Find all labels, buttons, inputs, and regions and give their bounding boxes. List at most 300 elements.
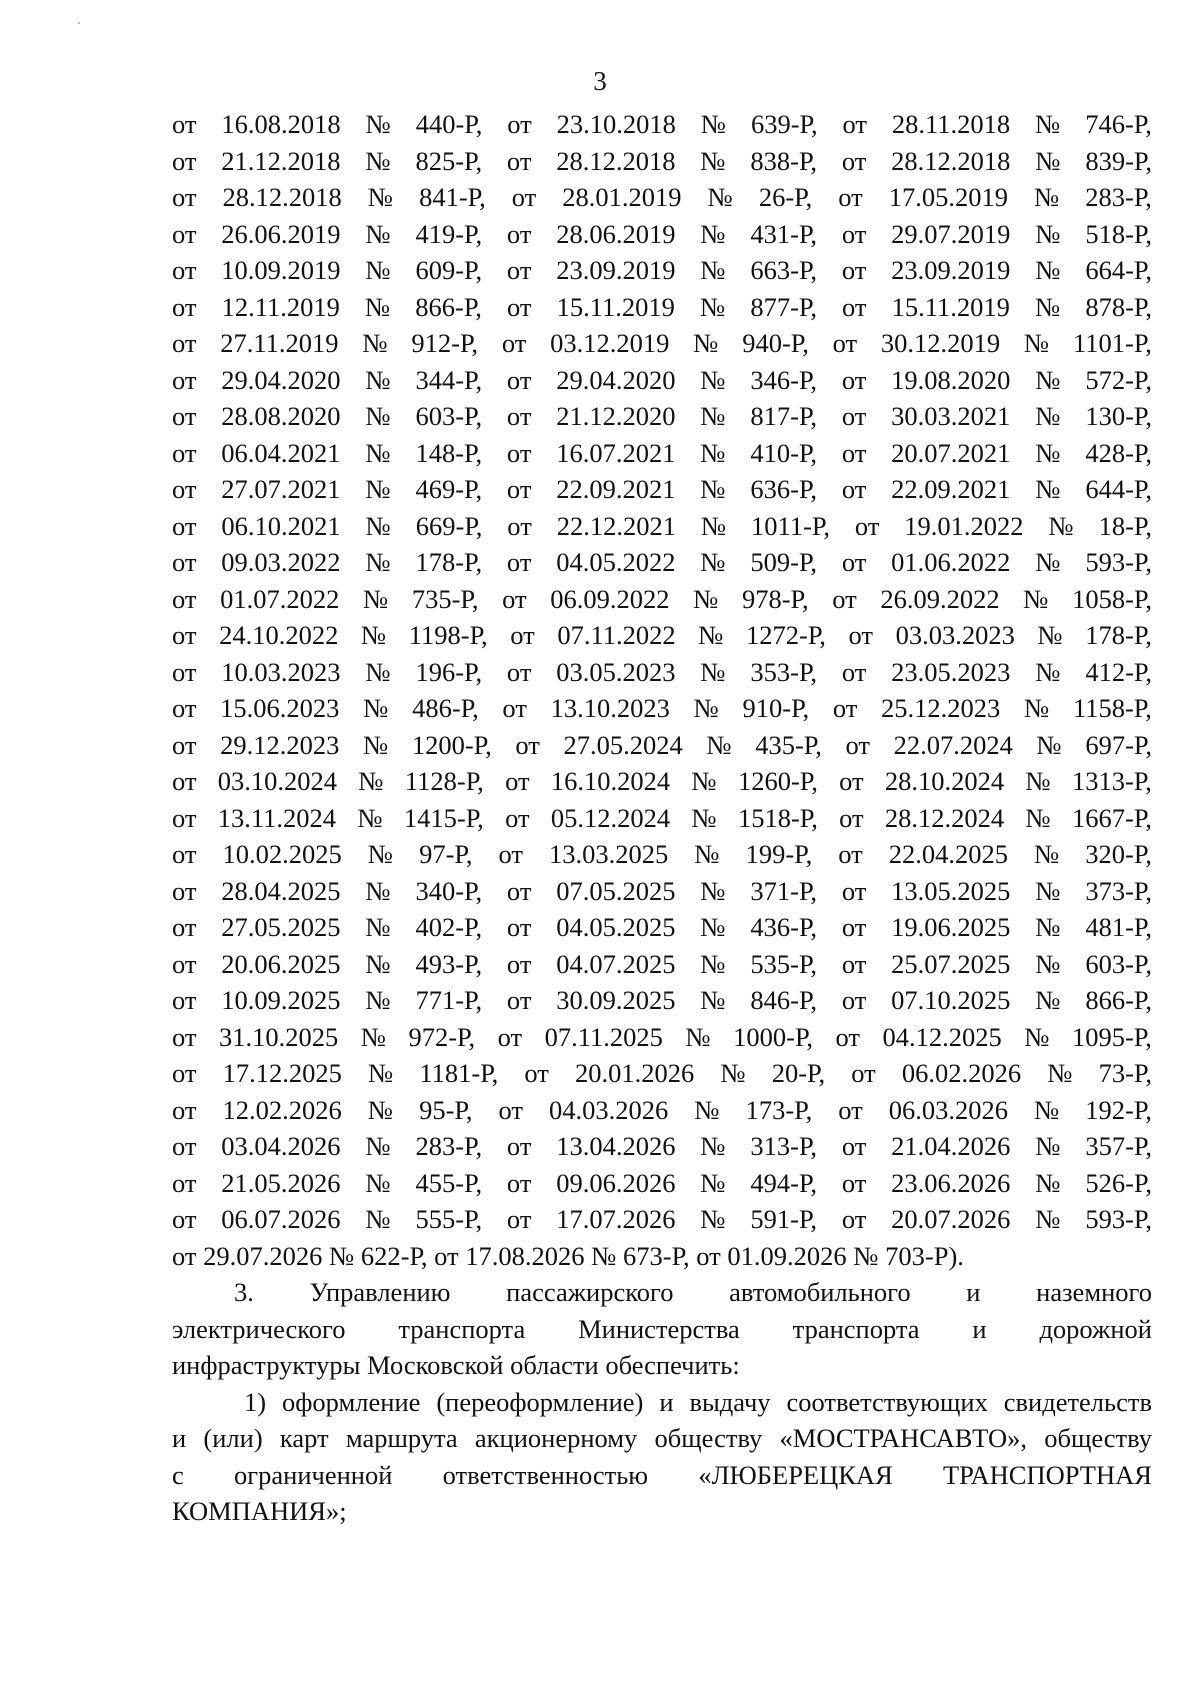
- order-word: 402-Р,: [415, 912, 483, 942]
- order-word: 18-Р,: [1098, 510, 1152, 541]
- order-word: №: [693, 583, 719, 614]
- order-word: №: [1025, 802, 1051, 833]
- order-list-line: [172, 727, 1152, 764]
- order-word: №: [363, 693, 389, 723]
- order-word: №: [362, 328, 388, 358]
- order-list-line: [172, 617, 1152, 654]
- order-word: 412-Р,: [1085, 656, 1152, 687]
- order-word: 841-Р,: [419, 182, 486, 212]
- order-word: 04.05.2025: [556, 912, 676, 942]
- order-word: №: [1035, 145, 1061, 176]
- order-word: 431-Р,: [750, 218, 818, 249]
- section-3-word: электрического: [172, 1313, 346, 1344]
- order-word: от: [172, 802, 197, 833]
- order-word: 1058-Р,: [1072, 583, 1152, 614]
- order-word: 97-Р,: [419, 839, 473, 869]
- order-word: от: [841, 255, 867, 285]
- order-word: №: [367, 182, 394, 212]
- order-word: 03.04.2026: [221, 1131, 341, 1161]
- order-word: от: [851, 1058, 876, 1088]
- order-word: 1415-Р,: [403, 802, 484, 833]
- order-word: 1313-Р,: [1071, 766, 1152, 796]
- order-word: 20.07.2021: [891, 437, 1011, 468]
- order-word: 192-Р,: [1085, 1094, 1152, 1125]
- order-word: 26.06.2019: [221, 218, 341, 249]
- section-3-line-1: [172, 1274, 1152, 1311]
- order-word: 21.12.2020: [556, 401, 676, 431]
- order-word: №: [700, 656, 726, 687]
- section-3-word: пассажирского: [506, 1277, 674, 1307]
- order-word: от: [841, 1204, 867, 1234]
- order-word: №: [700, 145, 726, 176]
- order-word: 28.01.2019: [562, 182, 682, 212]
- order-word: 28.11.2018: [891, 109, 1011, 139]
- order-word: №: [365, 437, 391, 468]
- order-word: от: [841, 437, 867, 468]
- section-3-line-3: инфраструктуры Московской области обеспечить:: [172, 1350, 740, 1380]
- order-word: от: [506, 875, 532, 906]
- order-word: от: [506, 437, 532, 468]
- order-word: №: [1035, 109, 1061, 139]
- order-word: №: [365, 474, 391, 504]
- order-word: 1260-Р,: [737, 766, 818, 796]
- order-word: №: [1023, 583, 1049, 614]
- item-1-word: выдачу: [689, 1386, 771, 1417]
- order-list: [172, 106, 1152, 1238]
- order-word: от: [838, 839, 863, 869]
- order-word: №: [700, 1167, 726, 1198]
- order-word: №: [1035, 364, 1061, 395]
- order-word: от: [497, 1021, 523, 1052]
- order-word: 283-Р,: [415, 1131, 483, 1161]
- order-word: №: [700, 218, 726, 249]
- order-word: №: [706, 729, 732, 760]
- order-list-line: [172, 1019, 1152, 1056]
- order-word: от: [835, 1021, 860, 1052]
- order-word: 03.05.2023: [556, 656, 676, 687]
- order-word: от: [172, 875, 197, 906]
- order-word: №: [365, 1131, 391, 1161]
- order-list-line: [172, 106, 1152, 143]
- order-word: от: [506, 401, 532, 431]
- order-list-line: [172, 909, 1152, 946]
- order-word: от: [172, 729, 197, 760]
- order-word: №: [700, 1131, 726, 1161]
- order-word: №: [365, 218, 391, 249]
- order-word: от: [172, 766, 197, 796]
- document-body: [172, 106, 1152, 1530]
- item-1-line-1: [172, 1384, 1152, 1421]
- order-word: 06.03.2026: [888, 1094, 1008, 1125]
- order-word: от: [172, 1058, 197, 1088]
- order-word: №: [1035, 218, 1061, 249]
- order-word: от: [841, 474, 867, 504]
- order-word: от: [172, 474, 197, 504]
- order-word: 664-Р,: [1085, 255, 1152, 285]
- order-word: 469-Р,: [415, 474, 483, 504]
- order-word: №: [365, 1167, 391, 1198]
- order-word: №: [694, 839, 720, 869]
- order-word: от: [839, 766, 864, 796]
- order-word: №: [365, 1204, 391, 1234]
- order-word: 23.06.2026: [891, 1167, 1011, 1198]
- item-1-word: и: [172, 1423, 187, 1453]
- order-word: 603-Р,: [1085, 948, 1152, 979]
- order-word: 313-Р,: [750, 1131, 818, 1161]
- order-word: №: [693, 328, 719, 358]
- order-word: 95-Р,: [419, 1094, 473, 1125]
- order-list-line: [172, 581, 1152, 618]
- order-word: №: [685, 1021, 711, 1052]
- order-word: от: [505, 766, 530, 796]
- order-word: 12.11.2019: [221, 291, 340, 322]
- order-word: от: [842, 291, 867, 322]
- order-word: от: [172, 510, 197, 541]
- order-list-line: [172, 1201, 1152, 1238]
- order-word: от: [841, 656, 867, 687]
- order-word: №: [1035, 255, 1061, 285]
- order-word: 25.12.2023: [881, 693, 1001, 723]
- order-word: №: [358, 766, 384, 796]
- order-word: 21.04.2026: [891, 1131, 1011, 1161]
- order-word: от: [172, 1131, 197, 1161]
- order-word: от: [506, 1131, 532, 1161]
- order-list-line: [172, 471, 1152, 508]
- order-word: 746-Р,: [1085, 109, 1152, 139]
- order-word: 591-Р,: [750, 1204, 818, 1234]
- order-word: от: [854, 510, 880, 541]
- item-1-word: (переоформление): [436, 1386, 644, 1417]
- section-3-word: и: [972, 1313, 987, 1344]
- order-word: от: [832, 583, 857, 614]
- order-word: №: [365, 364, 391, 395]
- order-word: 13.03.2025: [548, 839, 669, 869]
- order-word: 1000-Р,: [733, 1021, 814, 1052]
- order-word: 07.11.2025: [544, 1021, 663, 1052]
- order-word: №: [362, 729, 389, 760]
- order-word: от: [510, 620, 535, 650]
- section-3-line-2: [172, 1311, 1152, 1348]
- order-word: 06.09.2022: [550, 583, 670, 614]
- order-word: №: [700, 364, 726, 395]
- order-word: от: [838, 1094, 863, 1125]
- item-1-line-2: [172, 1420, 1152, 1457]
- section-3-word: транспорта: [792, 1313, 920, 1344]
- order-word: 199-Р,: [745, 839, 813, 869]
- order-word: №: [1035, 948, 1061, 979]
- order-word: №: [365, 912, 391, 942]
- order-word: 12.02.2026: [222, 1094, 342, 1125]
- order-word: №: [365, 145, 391, 176]
- order-word: 04.03.2026: [548, 1094, 669, 1125]
- order-word: №: [1035, 875, 1061, 906]
- order-word: 371-Р,: [750, 875, 818, 906]
- section-3-word: дорожной: [1039, 1313, 1152, 1344]
- order-word: №: [700, 948, 726, 979]
- order-word: от: [841, 145, 867, 176]
- order-word: от: [172, 839, 197, 869]
- order-word: 25.07.2025: [891, 948, 1011, 979]
- order-word: 825-Р,: [415, 145, 483, 176]
- order-word: 30.12.2019: [880, 328, 1001, 358]
- order-word: №: [365, 985, 391, 1015]
- order-word: от: [841, 1167, 867, 1198]
- order-word: от: [506, 547, 532, 577]
- order-word: 526-Р,: [1085, 1167, 1152, 1198]
- order-word: 17.07.2026: [556, 1204, 676, 1234]
- order-word: №: [700, 109, 727, 139]
- order-word: 196-Р,: [415, 656, 483, 687]
- order-list-line: [172, 873, 1152, 910]
- order-word: 27.07.2021: [221, 474, 341, 504]
- order-word: №: [691, 766, 717, 796]
- order-word: от: [506, 145, 532, 176]
- order-word: от: [506, 1204, 532, 1234]
- order-list-line: [172, 763, 1152, 800]
- order-word: 910-Р,: [742, 693, 810, 723]
- order-word: 28.12.2024: [884, 802, 1005, 833]
- order-word: №: [700, 1204, 726, 1234]
- order-list-line: [172, 800, 1152, 837]
- order-word: 01.06.2022: [891, 547, 1011, 577]
- item-1-word: обществу: [1044, 1423, 1152, 1453]
- order-word: 10.03.2023: [221, 656, 341, 687]
- order-list-line: [172, 654, 1152, 691]
- order-list-line: [172, 1092, 1152, 1129]
- order-word: 555-Р,: [415, 1204, 483, 1234]
- item-1-word: (или): [203, 1423, 263, 1453]
- item-1-word: оформление: [282, 1386, 421, 1417]
- order-word: 23.05.2023: [891, 656, 1011, 687]
- order-word: 1128-Р,: [404, 766, 484, 796]
- order-word: от: [172, 985, 197, 1015]
- order-word: 07.10.2025: [891, 985, 1011, 1015]
- order-word: 639-Р,: [750, 109, 818, 139]
- order-word: №: [1033, 1094, 1060, 1125]
- order-word: №: [365, 255, 391, 285]
- order-word: №: [700, 875, 726, 906]
- item-1-line-4: КОМПАНИЯ»;: [172, 1496, 347, 1526]
- order-word: №: [1035, 985, 1061, 1015]
- order-list-last-line: от 29.07.2026 № 622-Р, от 17.08.2026 № 673-Р, от 01.09.2026 № 703-Р).: [172, 1240, 964, 1271]
- order-word: 13.11.2024: [217, 802, 337, 833]
- order-list-line: [172, 362, 1152, 399]
- order-word: от: [172, 1094, 197, 1125]
- order-word: от: [172, 693, 197, 723]
- order-word: №: [693, 693, 719, 723]
- order-word: от: [842, 109, 867, 139]
- order-word: 1181-Р,: [419, 1058, 499, 1088]
- order-word: 26-Р,: [758, 182, 813, 212]
- order-word: 972-Р,: [408, 1021, 476, 1052]
- order-word: 636-Р,: [750, 474, 818, 504]
- order-word: от: [848, 620, 873, 650]
- order-word: 663-Р,: [750, 255, 818, 285]
- order-word: 17.12.2025: [222, 1058, 342, 1088]
- order-word: 29.12.2023: [220, 729, 340, 760]
- order-word: 01.07.2022: [220, 583, 340, 614]
- order-word: от: [172, 182, 197, 212]
- order-word: 16.08.2018: [221, 109, 341, 139]
- order-word: 866-Р,: [1085, 985, 1152, 1015]
- order-word: №: [1025, 766, 1051, 796]
- order-word: 03.10.2024: [217, 766, 338, 796]
- order-word: от: [172, 364, 197, 395]
- order-word: 130-Р,: [1085, 401, 1152, 431]
- order-word: №: [1034, 291, 1061, 322]
- order-word: 173-Р,: [745, 1094, 813, 1125]
- order-word: от: [841, 401, 867, 431]
- order-word: от: [172, 1021, 197, 1052]
- item-1-word: 1): [244, 1386, 267, 1417]
- order-word: 28.12.2018: [891, 145, 1011, 176]
- order-word: от: [841, 948, 867, 979]
- order-word: 73-Р,: [1098, 1058, 1152, 1088]
- item-1-word: «МОСТРАНСАВТО»,: [779, 1423, 1027, 1453]
- order-word: 16.07.2021: [556, 437, 676, 468]
- order-word: от: [841, 547, 867, 577]
- order-word: 10.09.2019: [221, 255, 341, 285]
- order-word: от: [839, 802, 864, 833]
- order-word: 344-Р,: [415, 364, 483, 395]
- order-word: 609-Р,: [415, 255, 483, 285]
- item-1-word: ответственностью: [442, 1459, 649, 1490]
- order-word: 817-Р,: [750, 401, 818, 431]
- order-word: от: [506, 474, 532, 504]
- order-word: №: [1035, 474, 1061, 504]
- order-word: №: [1023, 693, 1050, 723]
- order-list-line: [172, 435, 1152, 472]
- order-word: 09.03.2022: [221, 547, 341, 577]
- order-list-line: [172, 252, 1152, 289]
- order-list-line: [172, 1055, 1152, 1092]
- item-1-word: свидетельств: [1003, 1386, 1152, 1417]
- order-list-line: [172, 216, 1152, 253]
- order-word: 435-Р,: [755, 729, 822, 760]
- order-word: 486-Р,: [412, 693, 479, 723]
- order-list-line: [172, 690, 1152, 727]
- order-word: 178-Р,: [1085, 620, 1152, 650]
- order-word: 09.06.2026: [556, 1167, 676, 1198]
- order-word: 481-Р,: [1085, 912, 1152, 942]
- order-word: 22.12.2021: [556, 510, 676, 541]
- order-word: 10.09.2025: [221, 985, 341, 1015]
- order-word: №: [360, 620, 387, 650]
- order-word: 22.09.2021: [891, 474, 1011, 504]
- item-1-word: с: [172, 1459, 184, 1490]
- order-word: 320-Р,: [1085, 839, 1152, 869]
- order-word: 23.10.2018: [556, 109, 676, 139]
- item-1-line-3: [172, 1457, 1152, 1494]
- order-word: 846-Р,: [750, 985, 818, 1015]
- order-word: 27.05.2024: [563, 729, 683, 760]
- page-number: 3: [593, 66, 607, 96]
- order-word: от: [515, 729, 540, 760]
- order-word: 23.09.2019: [891, 255, 1011, 285]
- order-word: 428-Р,: [1085, 437, 1152, 468]
- order-word: 05.12.2024: [550, 802, 671, 833]
- order-word: 978-Р,: [741, 583, 809, 614]
- order-word: от: [498, 1094, 523, 1125]
- order-word: 1518-Р,: [737, 802, 818, 833]
- order-word: от: [172, 291, 197, 322]
- order-list-line: [172, 398, 1152, 435]
- order-word: №: [1035, 401, 1061, 431]
- order-word: от: [172, 583, 197, 614]
- order-word: 518-Р,: [1085, 218, 1152, 249]
- order-word: 22.04.2025: [888, 839, 1008, 869]
- order-word: 28.08.2020: [221, 401, 341, 431]
- order-word: 07.05.2025: [556, 875, 676, 906]
- order-word: 30.09.2025: [556, 985, 676, 1015]
- section-3-word: наземного: [1036, 1277, 1152, 1307]
- order-word: от: [498, 839, 523, 869]
- order-word: 436-Р,: [750, 912, 818, 942]
- order-word: №: [1035, 656, 1061, 687]
- order-word: №: [694, 1094, 720, 1125]
- order-word: №: [700, 255, 726, 285]
- order-word: от: [172, 547, 197, 577]
- order-word: 866-Р,: [415, 291, 482, 322]
- order-word: №: [367, 1094, 394, 1125]
- section-3-word: автомобильного: [729, 1277, 911, 1307]
- scan-artifact: [78, 22, 80, 24]
- order-list-line: [172, 508, 1152, 545]
- order-word: №: [1035, 1131, 1061, 1161]
- order-word: от: [524, 1058, 549, 1088]
- order-word: 26.09.2022: [880, 583, 1000, 614]
- section-3-word: транспорта: [398, 1313, 526, 1344]
- order-word: 15.11.2019: [556, 291, 675, 322]
- order-word: 30.03.2021: [891, 401, 1011, 431]
- order-word: от: [511, 182, 537, 212]
- order-word: №: [357, 802, 383, 833]
- order-word: от: [506, 255, 532, 285]
- order-word: 283-Р,: [1085, 182, 1152, 212]
- order-word: 535-Р,: [750, 948, 818, 979]
- order-word: 509-Р,: [750, 547, 818, 577]
- order-word: 20.07.2026: [891, 1204, 1011, 1234]
- order-word: №: [700, 912, 726, 942]
- order-word: №: [700, 437, 726, 468]
- order-word: 16.10.2024: [550, 766, 671, 796]
- order-word: 148-Р,: [415, 437, 483, 468]
- order-word: №: [700, 401, 726, 431]
- order-word: №: [365, 401, 391, 431]
- order-word: 15.11.2019: [891, 291, 1010, 322]
- order-word: 23.09.2019: [556, 255, 676, 285]
- order-word: от: [502, 693, 527, 723]
- order-word: 1101-Р,: [1073, 328, 1152, 358]
- order-word: 28.10.2024: [884, 766, 1005, 796]
- order-word: от: [501, 328, 527, 358]
- order-word: 19.06.2025: [891, 912, 1011, 942]
- order-word: 1011-Р,: [751, 510, 830, 541]
- order-word: 13.04.2026: [556, 1131, 676, 1161]
- order-word: от: [845, 729, 870, 760]
- order-word: 17.05.2019: [888, 182, 1008, 212]
- order-word: 838-Р,: [750, 145, 818, 176]
- order-word: 735-Р,: [411, 583, 479, 614]
- order-word: №: [365, 948, 391, 979]
- order-word: 13.05.2025: [891, 875, 1011, 906]
- order-word: 493-Р,: [415, 948, 483, 979]
- order-word: №: [707, 182, 733, 212]
- order-word: 877-Р,: [750, 291, 817, 322]
- order-list-line: [172, 143, 1152, 180]
- order-word: от: [506, 1167, 532, 1198]
- order-word: №: [360, 1021, 386, 1052]
